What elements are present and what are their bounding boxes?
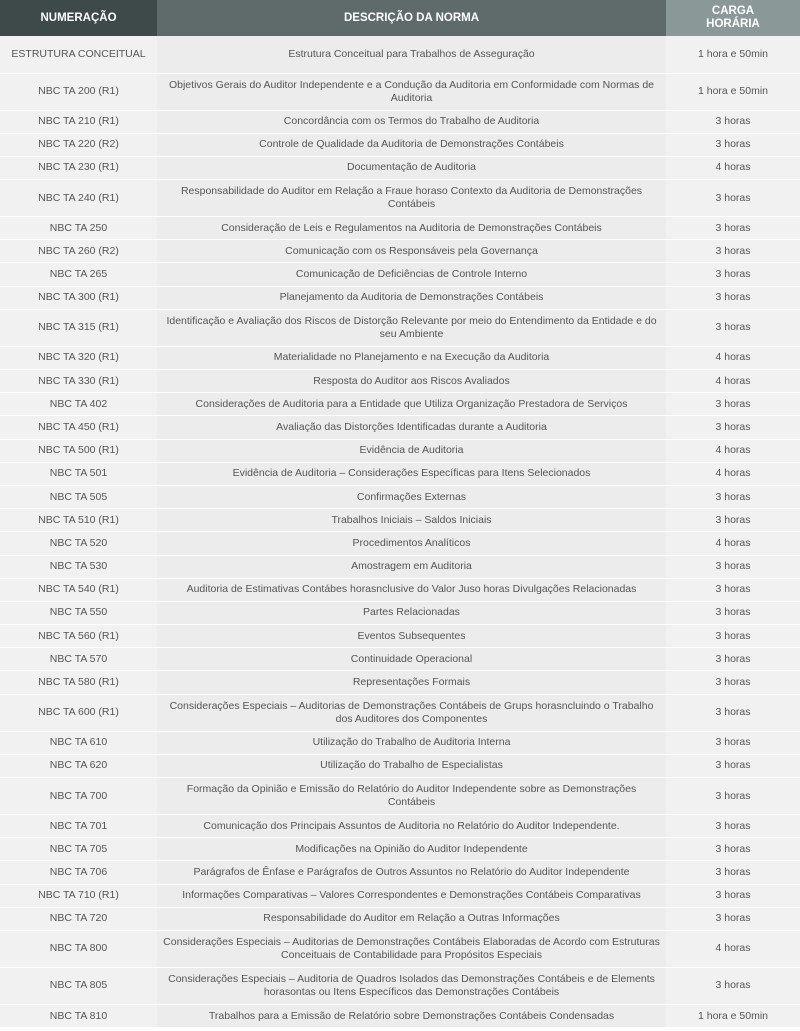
- table-row: [0, 907, 800, 930]
- descricao-cell: Considerações Especiais – Auditorias de Demonstrações Contábeis Elaboradas de Acordo com Estruturas Conceituais de Contabilidade para Propósitos Especiais: [157, 930, 666, 967]
- descricao-cell: Avaliação das Distorções Identificadas durante a Auditoria: [157, 416, 666, 439]
- descricao-cell: Amostragem em Auditoria: [157, 555, 666, 578]
- descricao-cell: Trabalhos Iniciais – Saldos Iniciais: [157, 509, 666, 532]
- table-row: [0, 838, 800, 861]
- carga-horaria-cell: 3 horas: [666, 601, 800, 624]
- numeracao-cell: NBC TA 230 (R1): [0, 156, 157, 179]
- descricao-cell: Evidência de Auditoria – Considerações Específicas para Itens Selecionados: [157, 462, 666, 485]
- carga-horaria-cell: 3 horas: [666, 133, 800, 156]
- table-header: [0, 0, 800, 36]
- numeracao-cell: ESTRUTURA CONCEITUAL: [0, 36, 157, 73]
- carga-horaria-cell: 3 horas: [666, 180, 800, 217]
- table-row: [0, 648, 800, 671]
- descricao-cell: Comunicação dos Principais Assuntos de Auditoria no Relatório do Auditor Independente.: [157, 815, 666, 838]
- numeracao-cell: NBC TA 320 (R1): [0, 346, 157, 369]
- table-row: [0, 578, 800, 601]
- descricao-cell: Materialidade no Planejamento e na Execução da Auditoria: [157, 346, 666, 369]
- table-row: [0, 439, 800, 462]
- descricao-cell: Considerações Especiais – Auditoria de Quadros Isolados das Demonstrações Contábeis e de Elements horasontas ou Itens Específicos das Demonstrações Contábeis: [157, 967, 666, 1004]
- carga-horaria-cell: 3 horas: [666, 731, 800, 754]
- table-row: [0, 416, 800, 439]
- carga-horaria-cell: 3 horas: [666, 509, 800, 532]
- carga-horaria-cell: 3 horas: [666, 217, 800, 240]
- table-row: [0, 462, 800, 485]
- table-row: [0, 156, 800, 179]
- header-carga-line2: HORÁRIA: [706, 18, 760, 30]
- numeracao-cell: NBC TA 500 (R1): [0, 439, 157, 462]
- carga-horaria-cell: 3 horas: [666, 671, 800, 694]
- carga-horaria-cell: 3 horas: [666, 754, 800, 777]
- numeracao-cell: NBC TA 570: [0, 648, 157, 671]
- carga-horaria-cell: 3 horas: [666, 286, 800, 309]
- table-body: [0, 36, 800, 1028]
- descricao-cell: Responsabilidade do Auditor em Relação a Fraue horaso Contexto da Auditoria de Demonstrações Contábeis: [157, 180, 666, 217]
- carga-horaria-cell: 4 horas: [666, 532, 800, 555]
- table-row: [0, 884, 800, 907]
- descricao-cell: Auditoria de Estimativas Contábes horasnclusive do Valor Juso horas Divulgações Relacionadas: [157, 578, 666, 601]
- descricao-cell: Representações Formais: [157, 671, 666, 694]
- carga-horaria-cell: 4 horas: [666, 462, 800, 485]
- carga-horaria-cell: 3 horas: [666, 694, 800, 731]
- numeracao-cell: NBC TA 220 (R2): [0, 133, 157, 156]
- carga-horaria-cell: 3 horas: [666, 838, 800, 861]
- descricao-cell: Comunicação de Deficiências de Controle Interno: [157, 263, 666, 286]
- descricao-cell: Parágrafos de Ênfase e Parágrafos de Outros Assuntos no Relatório do Auditor Independente: [157, 861, 666, 884]
- numeracao-cell: NBC TA 540 (R1): [0, 578, 157, 601]
- table-row: [0, 601, 800, 624]
- descricao-cell: Controle de Qualidade da Auditoria de Demonstrações Contábeis: [157, 133, 666, 156]
- carga-horaria-cell: 3 horas: [666, 485, 800, 508]
- numeracao-cell: NBC TA 530: [0, 555, 157, 578]
- descricao-cell: Partes Relacionadas: [157, 601, 666, 624]
- table-row: [0, 240, 800, 263]
- descricao-cell: Estrutura Conceitual para Trabalhos de Asseguração: [157, 36, 666, 73]
- numeracao-cell: NBC TA 250: [0, 217, 157, 240]
- numeracao-cell: NBC TA 330 (R1): [0, 370, 157, 393]
- table-row: [0, 346, 800, 369]
- table-row: [0, 509, 800, 532]
- table-row: [0, 815, 800, 838]
- carga-horaria-cell: 3 horas: [666, 309, 800, 346]
- carga-horaria-cell: 3 horas: [666, 625, 800, 648]
- numeracao-cell: NBC TA 240 (R1): [0, 180, 157, 217]
- carga-horaria-cell: 3 horas: [666, 110, 800, 133]
- descricao-cell: Utilização do Trabalho de Especialistas: [157, 754, 666, 777]
- carga-horaria-cell: 3 horas: [666, 884, 800, 907]
- numeracao-cell: NBC TA 520: [0, 532, 157, 555]
- table-row: [0, 555, 800, 578]
- descricao-cell: Eventos Subsequentes: [157, 625, 666, 648]
- table-row: [0, 778, 800, 815]
- descricao-cell: Trabalhos para a Emissão de Relatório sobre Demonstrações Contábeis Condensadas: [157, 1004, 666, 1027]
- table-row: [0, 73, 800, 110]
- numeracao-cell: NBC TA 710 (R1): [0, 884, 157, 907]
- carga-horaria-cell: 4 horas: [666, 930, 800, 967]
- carga-horaria-cell: 3 horas: [666, 578, 800, 601]
- table-row: [0, 1004, 800, 1027]
- table-row: [0, 36, 800, 73]
- table-row: [0, 370, 800, 393]
- carga-horaria-cell: 4 horas: [666, 346, 800, 369]
- numeracao-cell: NBC TA 505: [0, 485, 157, 508]
- table-row: [0, 110, 800, 133]
- table-row: [0, 930, 800, 967]
- numeracao-cell: NBC TA 560 (R1): [0, 625, 157, 648]
- carga-horaria-cell: 3 horas: [666, 416, 800, 439]
- carga-horaria-cell: 3 horas: [666, 861, 800, 884]
- descricao-cell: Evidência de Auditoria: [157, 439, 666, 462]
- table-row: [0, 625, 800, 648]
- carga-horaria-cell: 3 horas: [666, 967, 800, 1004]
- descricao-cell: Informações Comparativas – Valores Correspondentes e Demonstrações Contábeis Comparativas: [157, 884, 666, 907]
- descricao-cell: Comunicação com os Responsáveis pela Governança: [157, 240, 666, 263]
- header-descricao: DESCRIÇÃO DA NORMA: [157, 0, 666, 36]
- numeracao-cell: NBC TA 402: [0, 393, 157, 416]
- table-row: [0, 485, 800, 508]
- numeracao-cell: NBC TA 600 (R1): [0, 694, 157, 731]
- carga-horaria-cell: 1 hora e 50min: [666, 36, 800, 73]
- numeracao-cell: NBC TA 315 (R1): [0, 309, 157, 346]
- descricao-cell: Considerações de Auditoria para a Entidade que Utiliza Organização Prestadora de Serviços: [157, 393, 666, 416]
- numeracao-cell: NBC TA 580 (R1): [0, 671, 157, 694]
- numeracao-cell: NBC TA 450 (R1): [0, 416, 157, 439]
- numeracao-cell: NBC TA 501: [0, 462, 157, 485]
- descricao-cell: Resposta do Auditor aos Riscos Avaliados: [157, 370, 666, 393]
- numeracao-cell: NBC TA 610: [0, 731, 157, 754]
- descricao-cell: Continuidade Operacional: [157, 648, 666, 671]
- numeracao-cell: NBC TA 720: [0, 907, 157, 930]
- descricao-cell: Responsabilidade do Auditor em Relação a Outras Informações: [157, 907, 666, 930]
- table-row: [0, 263, 800, 286]
- numeracao-cell: NBC TA 200 (R1): [0, 73, 157, 110]
- descricao-cell: Formação da Opinião e Emissão do Relatório do Auditor Independente sobre as Demonstrações Contábeis: [157, 778, 666, 815]
- table-row: [0, 967, 800, 1004]
- numeracao-cell: NBC TA 265: [0, 263, 157, 286]
- table-row: [0, 180, 800, 217]
- descricao-cell: Identificação e Avaliação dos Riscos de Distorção Relevante por meio do Entendimento da Entidade e do seu Ambiente: [157, 309, 666, 346]
- carga-horaria-cell: 4 horas: [666, 370, 800, 393]
- descricao-cell: Modificações na Opinião do Auditor Independente: [157, 838, 666, 861]
- descricao-cell: Utilização do Trabalho de Auditoria Interna: [157, 731, 666, 754]
- header-numeracao: NUMERAÇÃO: [0, 0, 157, 36]
- table-row: [0, 861, 800, 884]
- table-row: [0, 393, 800, 416]
- header-carga-horaria: [666, 0, 800, 36]
- numeracao-cell: NBC TA 550: [0, 601, 157, 624]
- table-row: [0, 731, 800, 754]
- carga-horaria-cell: 3 horas: [666, 815, 800, 838]
- table-row: [0, 694, 800, 731]
- table-row: [0, 532, 800, 555]
- numeracao-cell: NBC TA 706: [0, 861, 157, 884]
- carga-horaria-cell: 1 hora e 50min: [666, 1004, 800, 1027]
- numeracao-cell: NBC TA 701: [0, 815, 157, 838]
- carga-horaria-cell: 3 horas: [666, 778, 800, 815]
- descricao-cell: Concordância com os Termos do Trabalho de Auditoria: [157, 110, 666, 133]
- carga-horaria-cell: 4 horas: [666, 439, 800, 462]
- numeracao-cell: NBC TA 300 (R1): [0, 286, 157, 309]
- table-row: [0, 133, 800, 156]
- table-row: [0, 286, 800, 309]
- carga-horaria-cell: 4 horas: [666, 156, 800, 179]
- carga-horaria-cell: 3 horas: [666, 393, 800, 416]
- carga-horaria-cell: 3 horas: [666, 240, 800, 263]
- numeracao-cell: NBC TA 700: [0, 778, 157, 815]
- descricao-cell: Objetivos Gerais do Auditor Independente e a Condução da Auditoria em Conformidade com Normas de Auditoria: [157, 73, 666, 110]
- numeracao-cell: NBC TA 705: [0, 838, 157, 861]
- numeracao-cell: NBC TA 620: [0, 754, 157, 777]
- descricao-cell: Documentação de Auditoria: [157, 156, 666, 179]
- descricao-cell: Planejamento da Auditoria de Demonstrações Contábeis: [157, 286, 666, 309]
- descricao-cell: Consideração de Leis e Regulamentos na Auditoria de Demonstrações Contábeis: [157, 217, 666, 240]
- numeracao-cell: NBC TA 805: [0, 967, 157, 1004]
- table-row: [0, 671, 800, 694]
- numeracao-cell: NBC TA 800: [0, 930, 157, 967]
- carga-horaria-cell: 3 horas: [666, 555, 800, 578]
- numeracao-cell: NBC TA 810: [0, 1004, 157, 1027]
- carga-horaria-cell: 3 horas: [666, 648, 800, 671]
- carga-horaria-cell: 1 hora e 50min: [666, 73, 800, 110]
- table-row: [0, 217, 800, 240]
- numeracao-cell: NBC TA 210 (R1): [0, 110, 157, 133]
- descricao-cell: Confirmações Externas: [157, 485, 666, 508]
- carga-horaria-cell: 3 horas: [666, 263, 800, 286]
- table-row: [0, 309, 800, 346]
- numeracao-cell: NBC TA 260 (R2): [0, 240, 157, 263]
- carga-horaria-cell: 3 horas: [666, 907, 800, 930]
- header-carga-line1: CARGA: [711, 5, 755, 17]
- descricao-cell: Procedimentos Analíticos: [157, 532, 666, 555]
- table-row: [0, 754, 800, 777]
- descricao-cell: Considerações Especiais – Auditorias de Demonstrações Contábeis de Grups horasncluindo o Trabalho dos Auditores dos Componentes: [157, 694, 666, 731]
- numeracao-cell: NBC TA 510 (R1): [0, 509, 157, 532]
